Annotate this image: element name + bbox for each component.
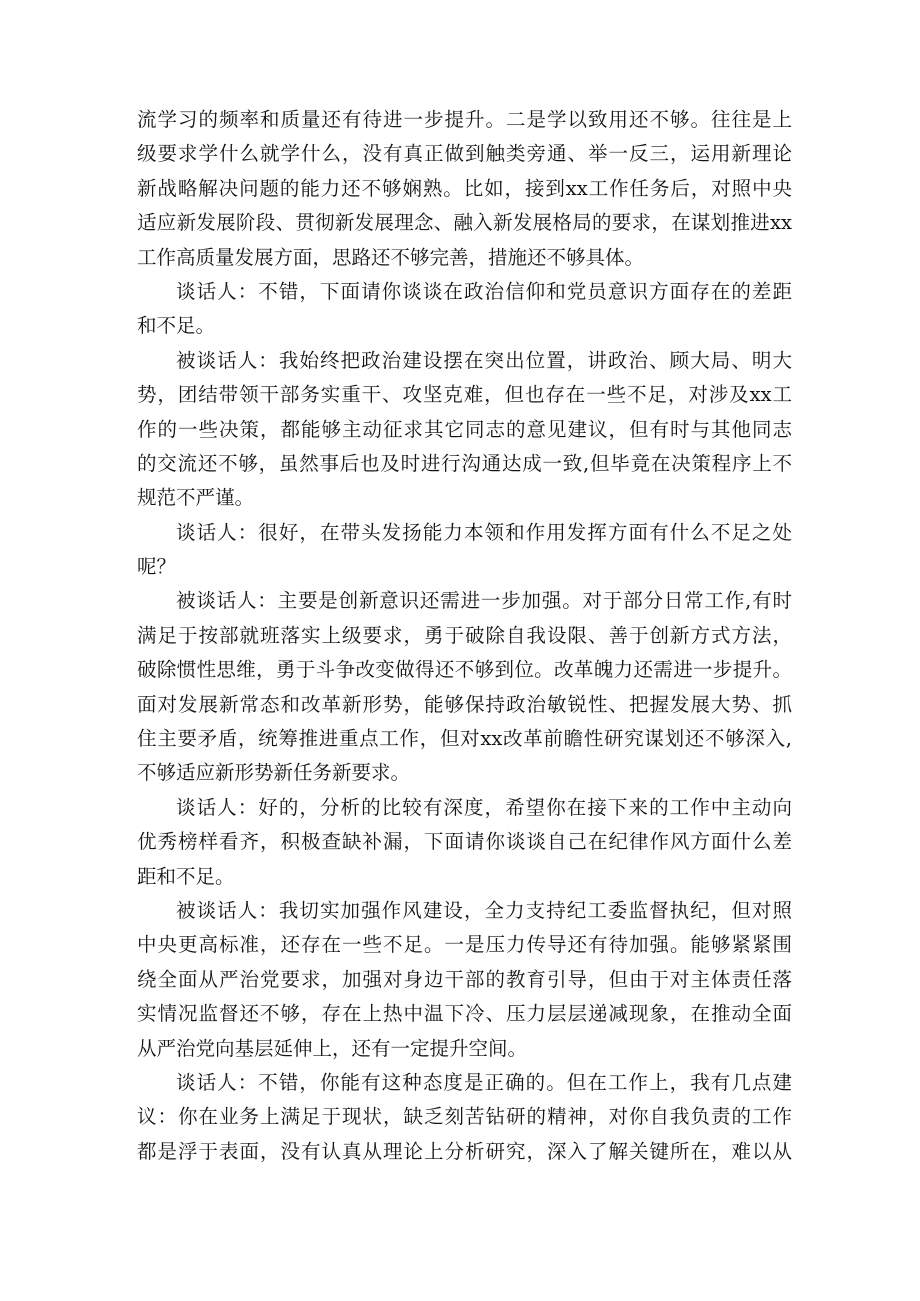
- paragraph-interviewer: [137, 791, 792, 894]
- text-line: 从严治党向基层延伸上，还有一定提升空间。: [137, 1036, 528, 1060]
- text-line: 被谈话人：主要是创新意识还需进一步加强。对于部分日常工作,有时: [176, 589, 792, 613]
- text-line: 满足于按部就班落实上级要求，勇于破除自我设限、善于创新方式方法，: [137, 623, 792, 647]
- text-line: 势，团结带领干部务实重干、攻坚克难，但也存在一些不足，对涉及xx工: [137, 383, 792, 407]
- paragraph-interviewer: [137, 275, 792, 344]
- text-line: 绕全面从严治党要求，加强对身边干部的教育引导，但由于对主体责任落: [137, 967, 792, 991]
- text-line: 不够适应新形势新任务新要求。: [137, 761, 411, 785]
- text-line: 被谈话人：我始终把政治建设摆在突出位置，讲政治、顾大局、明大: [176, 348, 792, 372]
- text-line: 级要求学什么就学什么，没有真正做到触类旁通、举一反三，运用新理论: [137, 142, 792, 166]
- text-line: 破除惯性思维，勇于斗争改变做得还不够到位。改革魄力还需进一步提升。: [137, 658, 792, 682]
- text-line: 都是浮于表面，没有认真从理论上分析研究，深入了解关键所在，难以从: [137, 1139, 792, 1163]
- paragraph-interviewee: [137, 894, 792, 1066]
- text-line: 实情况监督还不够，存在上热中温下冷、压力层层递减现象，在推动全面: [137, 1002, 792, 1026]
- text-line: 规范不严谨。: [137, 486, 255, 510]
- paragraph-interviewer: [137, 516, 792, 585]
- text-line: 新战略解决问题的能力还不够娴熟。比如，接到xx工作任务后，对照中央: [137, 176, 792, 200]
- paragraph-interviewer: [137, 1066, 792, 1169]
- text-line: 被谈话人：我切实加强作风建设，全力支持纪工委监督执纪，但对照: [176, 898, 792, 922]
- text-line: 适应新发展阶段、贯彻新发展理念、融入新发展格局的要求，在谋划推进xx: [137, 211, 792, 235]
- text-line: 的交流还不够，虽然事后也及时进行沟通达成一致,但毕竟在决策程序上不: [137, 451, 792, 475]
- text-line: 和不足。: [137, 314, 216, 338]
- paragraph-interviewee: [137, 584, 792, 790]
- text-line: 谈话人：不错，你能有这种态度是正确的。但在工作上，我有几点建: [176, 1070, 792, 1094]
- paragraph-continuation: [137, 103, 792, 275]
- text-line: 谈话人：好的，分析的比较有深度，希望你在接下来的工作中主动向: [176, 795, 792, 819]
- text-line: 谈话人：很好，在带头发扬能力本领和作用发挥方面有什么不足之处: [176, 520, 792, 544]
- document-body: [137, 103, 792, 1169]
- text-line: 优秀榜样看齐，积极查缺补漏，下面请你谈谈自己在纪律作风方面什么差: [137, 830, 792, 854]
- text-line: 呢？: [137, 555, 177, 579]
- text-line: 面对发展新常态和改革新形势，能够保持政治敏锐性、把握发展大势、抓: [137, 692, 792, 716]
- text-line: 中央更高标准，还存在一些不足。一是压力传导还有待加强。能够紧紧围: [137, 933, 792, 957]
- text-line: 工作高质量发展方面，思路还不够完善，措施还不够具体。: [137, 245, 645, 269]
- paragraph-interviewee: [137, 344, 792, 516]
- text-line: 作的一些决策，都能够主动征求其它同志的意见建议，但有时与其他同志: [137, 417, 792, 441]
- text-line: 流学习的频率和质量还有待进一步提升。二是学以致用还不够。往往是上: [137, 108, 792, 131]
- text-line: 距和不足。: [137, 864, 235, 888]
- text-line: 议：你在业务上满足于现状，缺乏刻苦钻研的精神，对你自我负责的工作: [137, 1105, 792, 1129]
- text-line: 谈话人：不错，下面请你谈谈在政治信仰和党员意识方面存在的差距: [176, 279, 792, 303]
- text-line: 住主要矛盾，统筹推进重点工作，但对xx改革前瞻性研究谋划还不够深入,: [137, 727, 792, 751]
